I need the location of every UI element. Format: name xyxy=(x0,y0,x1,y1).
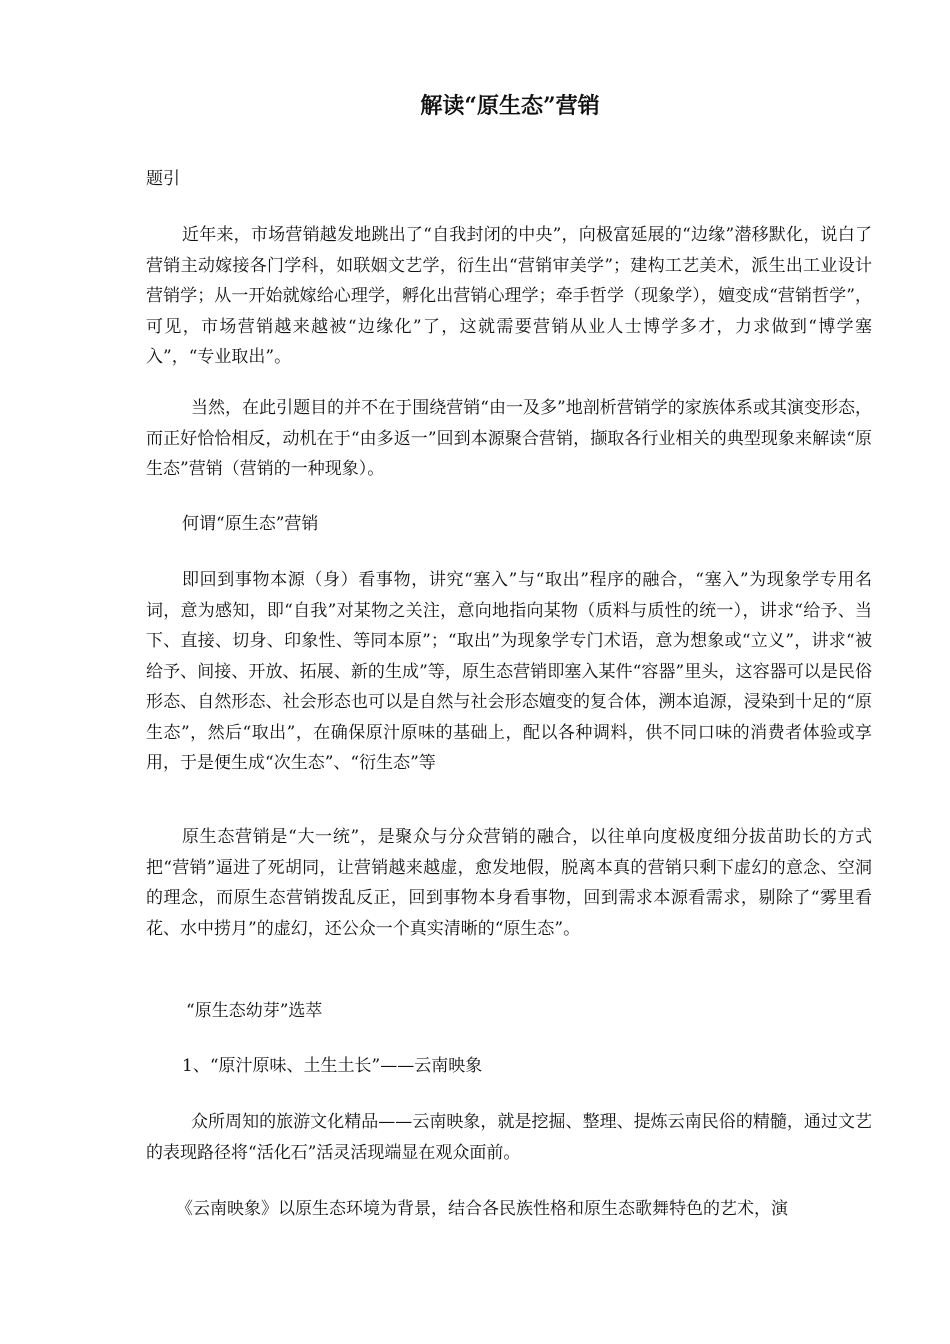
section-heading-definition: 何谓“原生态”营销 xyxy=(182,514,319,534)
paragraph-purpose: 当然，在此引题目的并不在于围绕营销“由一及多”地剖析营销学的家族体系或其演变形态，而正好恰恰相反，动机在于“由多返一”回到本源聚合营销，撷取各行业相关的典型现象来解读“原生态”营销（营销的一种现象）。 xyxy=(146,398,872,479)
subheading-yunnan: 1、“原汁原味、土生土长”——云南映象 xyxy=(182,1056,483,1076)
section-heading-intro: 题引 xyxy=(146,169,180,189)
section-heading-selection: “原生态幼芽”选萃 xyxy=(186,1001,323,1021)
paragraph-unification: 原生态营销是“大一统”，是聚众与分众营销的融合，以往单向度极度细分拔苗助长的方式把“营销”逼进了死胡同，让营销越来越虚，愈发地假，脱离本真的营销只剩下虚幻的意念、空洞的理念，而原生态营销拨乱反正，回到事物本身看事物，回到需求本源看需求，剔除了“雾里看花、水中捞月”的虚幻，还公众一个真实清晰的“原生态”。 xyxy=(146,827,872,939)
paragraph-intro: 近年来，市场营销越发地跳出了“自我封闭的中央”，向极富延展的“边缘”潜移默化，说白了营销主动嫁接各门学科，如联姻文艺学，衍生出“营销审美学”；建构工艺美术，派生出工业设计营销学；从一开始就嫁给心理学，孵化出营销心理学；牵手哲学（现象学），嬗变成“营销哲学”，可见，市场营销越来越被“边缘化”了，这就需要营销从业人士博学多才，力求做到“博学塞入”，“专业取出”。 xyxy=(146,225,872,367)
paragraph-definition: 即回到事物本源（身）看事物，讲究“塞入”与“取出”程序的融合，“塞入”为现象学专用名词，意为感知，即“自我”对某物之关注，意向地指向某物（质料与质性的统一），讲求“给予、当下、直接、切身、印象性、等同本原”；“取出”为现象学专门术语，意为想象或“立义”，讲求“被给予、间接、开放、拓展、新的生成”等，原生态营销即塞入某件“容器”里头，这容器可以是民俗形态、自然形态、社会形态也可以是自然与社会形态嬗变的复合体，溯本追源，浸染到十足的“原生态”，然后“取出”，在确保原汁原味的基础上，配以各种调料，供不同口味的消费者体验或享用，于是便生成“次生态”、“衍生态”等 xyxy=(146,570,872,773)
document-title: 解读“原生态”营销 xyxy=(420,93,600,119)
paragraph-yunnan-detail: 《云南映象》以原生态环境为背景，结合各民族性格和原生态歌舞特色的艺术，演 xyxy=(176,1199,788,1219)
paragraph-yunnan-overview: 众所周知的旅游文化精品——云南映象，就是挖掘、整理、提炼云南民俗的精髓，通过文艺的表现路径将“活化石”活灵活现端显在观众面前。 xyxy=(146,1112,872,1163)
